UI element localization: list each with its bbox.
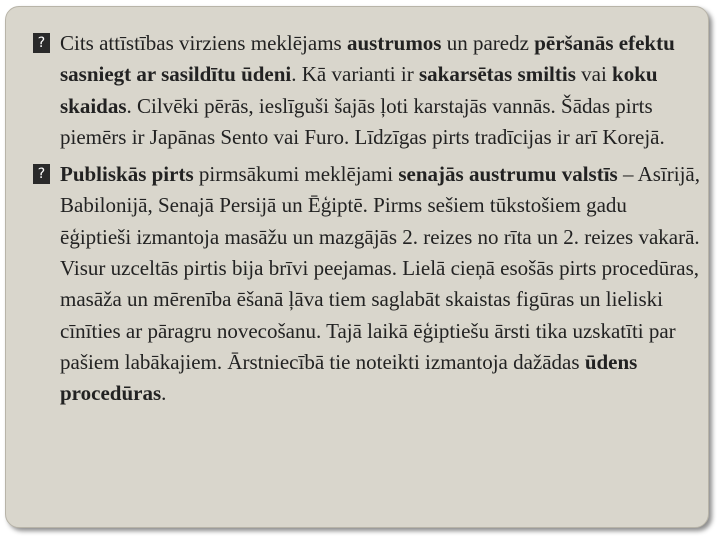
replacement-character-icon: ?	[33, 164, 50, 184]
replacement-character-icon: ?	[33, 33, 50, 53]
text-segment: vai	[575, 62, 613, 87]
bold-text-segment: sakarsētas smiltis	[418, 62, 576, 87]
bullet-list	[33, 28, 703, 416]
slide-panel	[5, 6, 709, 528]
bullet-paragraph-2	[33, 159, 703, 409]
bold-text-segment: austrumos	[346, 31, 442, 55]
bullet-paragraph-1	[33, 28, 703, 153]
bold-text-segment: koku skaidas	[60, 62, 658, 118]
text-segment: .	[161, 381, 167, 406]
text-segment: . Cilvēki pērās, ieslīguši šajās ļoti karstajās vannās. Šādas pirts piemērs ir Japānas Sento vai Furo. Līdzīgas pirts tradīcijas ir arī Korejā.	[60, 93, 665, 149]
text-segment: Cits attīstības virziens meklējams	[60, 31, 347, 55]
text-segment: un paredz	[441, 31, 535, 55]
bold-text-segment: ūdens procedūras	[60, 349, 638, 406]
bold-text-segment: senajās austrumu valstīs	[398, 162, 618, 187]
text-segment: pirmsākumi meklējami	[193, 162, 399, 187]
bold-text-segment: Publiskās pirts	[60, 162, 194, 187]
text-segment: – Asīrijā, Babilonijā, Senajā Persijā un Ēģiptē. Pirms sešiem tūkstošiem gadu ēģiptieši izmantoja masāžu un mazgājās 2. reizes no rīta un 2. reizes vakarā. Visur uzceltās pirtis bija brīvi peejamas. Lielā cieņā esošās pirts procedūras, masāža un mērenība ēšanā ļāva tiem saglabāt skaistas figūras un lieliski cīnīties ar pāragru novecošanu. Tajā laikā ēģiptiešu ārsti tika uzskatīti par pašiem labākajiem. Ārstniecībā tie noteikti izmantoja dažādas	[60, 162, 700, 374]
bold-text-segment: pēršanās efektu sasniegt ar sasildītu ūdeni	[60, 31, 675, 87]
text-segment: . Kā varianti ir	[291, 62, 419, 87]
